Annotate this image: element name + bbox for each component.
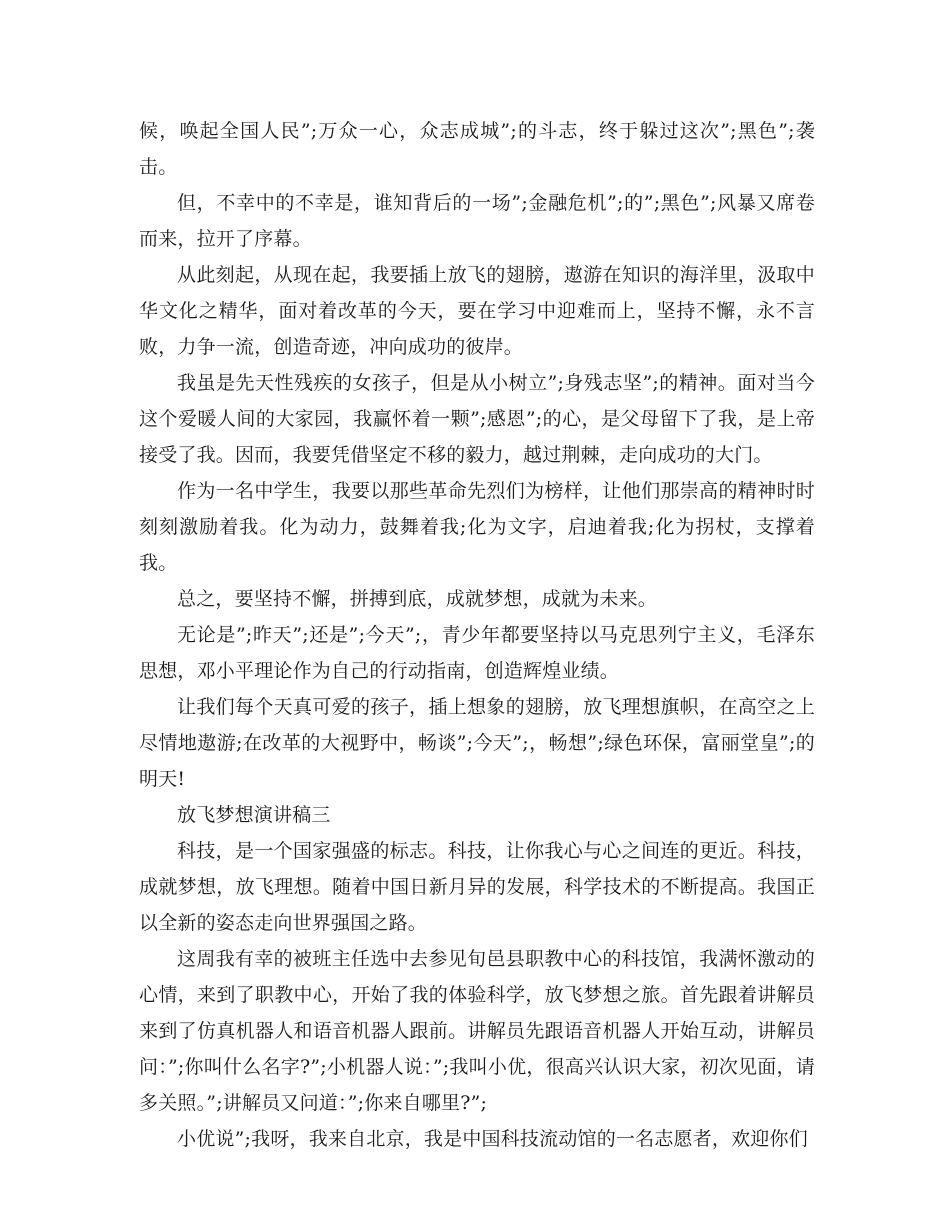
paragraph: 让我们每个天真可爱的孩子，插上想象的翅膀，放飞理想旗帜，在高空之上尽情地遨游;在改革的大视野中，畅谈”;今天”;，畅想”;绿色环保，富丽堂皇”;的明天!	[139, 696, 815, 790]
paragraph: 小优说”;我呀，我来自北京，我是中国科技流动馆的一名志愿者，欢迎你们	[177, 1128, 808, 1150]
document-body	[139, 113, 815, 1157]
paragraph: 总之，要坚持不懈，拼搏到底，成就梦想，成就为未来。	[177, 588, 658, 610]
paragraph: 这周我有幸的被班主任选中去参见旬邑县职教中心的科技馆，我满怀激动的心情，来到了职教中心，开始了我的体验科学，放飞梦想之旅。首先跟着讲解员来到了仿真机器人和语音机器人跟前。讲解员先跟语音机器人开始互动，讲解员问：”;你叫什么名字?”;小机器人说：”;我叫小优，很高兴认识大家，初次见面，请多关照。”;讲解员又问道：”;你来自哪里?”;	[139, 948, 815, 1114]
paragraph: 我虽是先天性残疾的女孩子，但是从小树立”;身残志坚”;的精神。面对当今这个爱暖人间的大家园，我赢怀着一颗”;感恩”;的心，是父母留下了我，是上帝接受了我。因而，我要凭借坚定不移的毅力，越过荆棘，走向成功的大门。	[139, 372, 815, 466]
paragraph: 从此刻起，从现在起，我要插上放飞的翅膀，遨游在知识的海洋里，汲取中华文化之精华，面对着改革的今天，要在学习中迎难而上，坚持不懈，永不言败，力争一流，创造奇迹，冲向成功的彼岸。	[139, 264, 815, 358]
paragraph: 无论是”;昨天”;还是”;今天”;，青少年都要坚持以马克思列宁主义，毛泽东思想，邓小平理论作为自己的行动指南，创造辉煌业绩。	[139, 624, 815, 682]
paragraph: 科技，是一个国家强盛的标志。科技，让你我心与心之间连的更近。科技，成就梦想，放飞理想。随着中国日新月异的发展，科学技术的不断提高。我国正以全新的姿态走向世界强国之路。	[139, 840, 815, 934]
paragraph: 但，不幸中的不幸是，谁知背后的一场”;金融危机”;的”;黑色”;风暴又席卷而来，拉开了序幕。	[139, 192, 815, 250]
paragraph: 作为一名中学生，我要以那些革命先烈们为榜样，让他们那崇高的精神时时刻刻激励着我。化为动力，鼓舞着我;化为文字，启迪着我;化为拐杖，支撑着我。	[139, 480, 815, 574]
paragraph: 候，唤起全国人民”;万众一心，众志成城”;的斗志，终于躲过这次”;黑色”;袭击。	[139, 120, 815, 178]
section-heading: 放飞梦想演讲稿三	[177, 804, 331, 826]
